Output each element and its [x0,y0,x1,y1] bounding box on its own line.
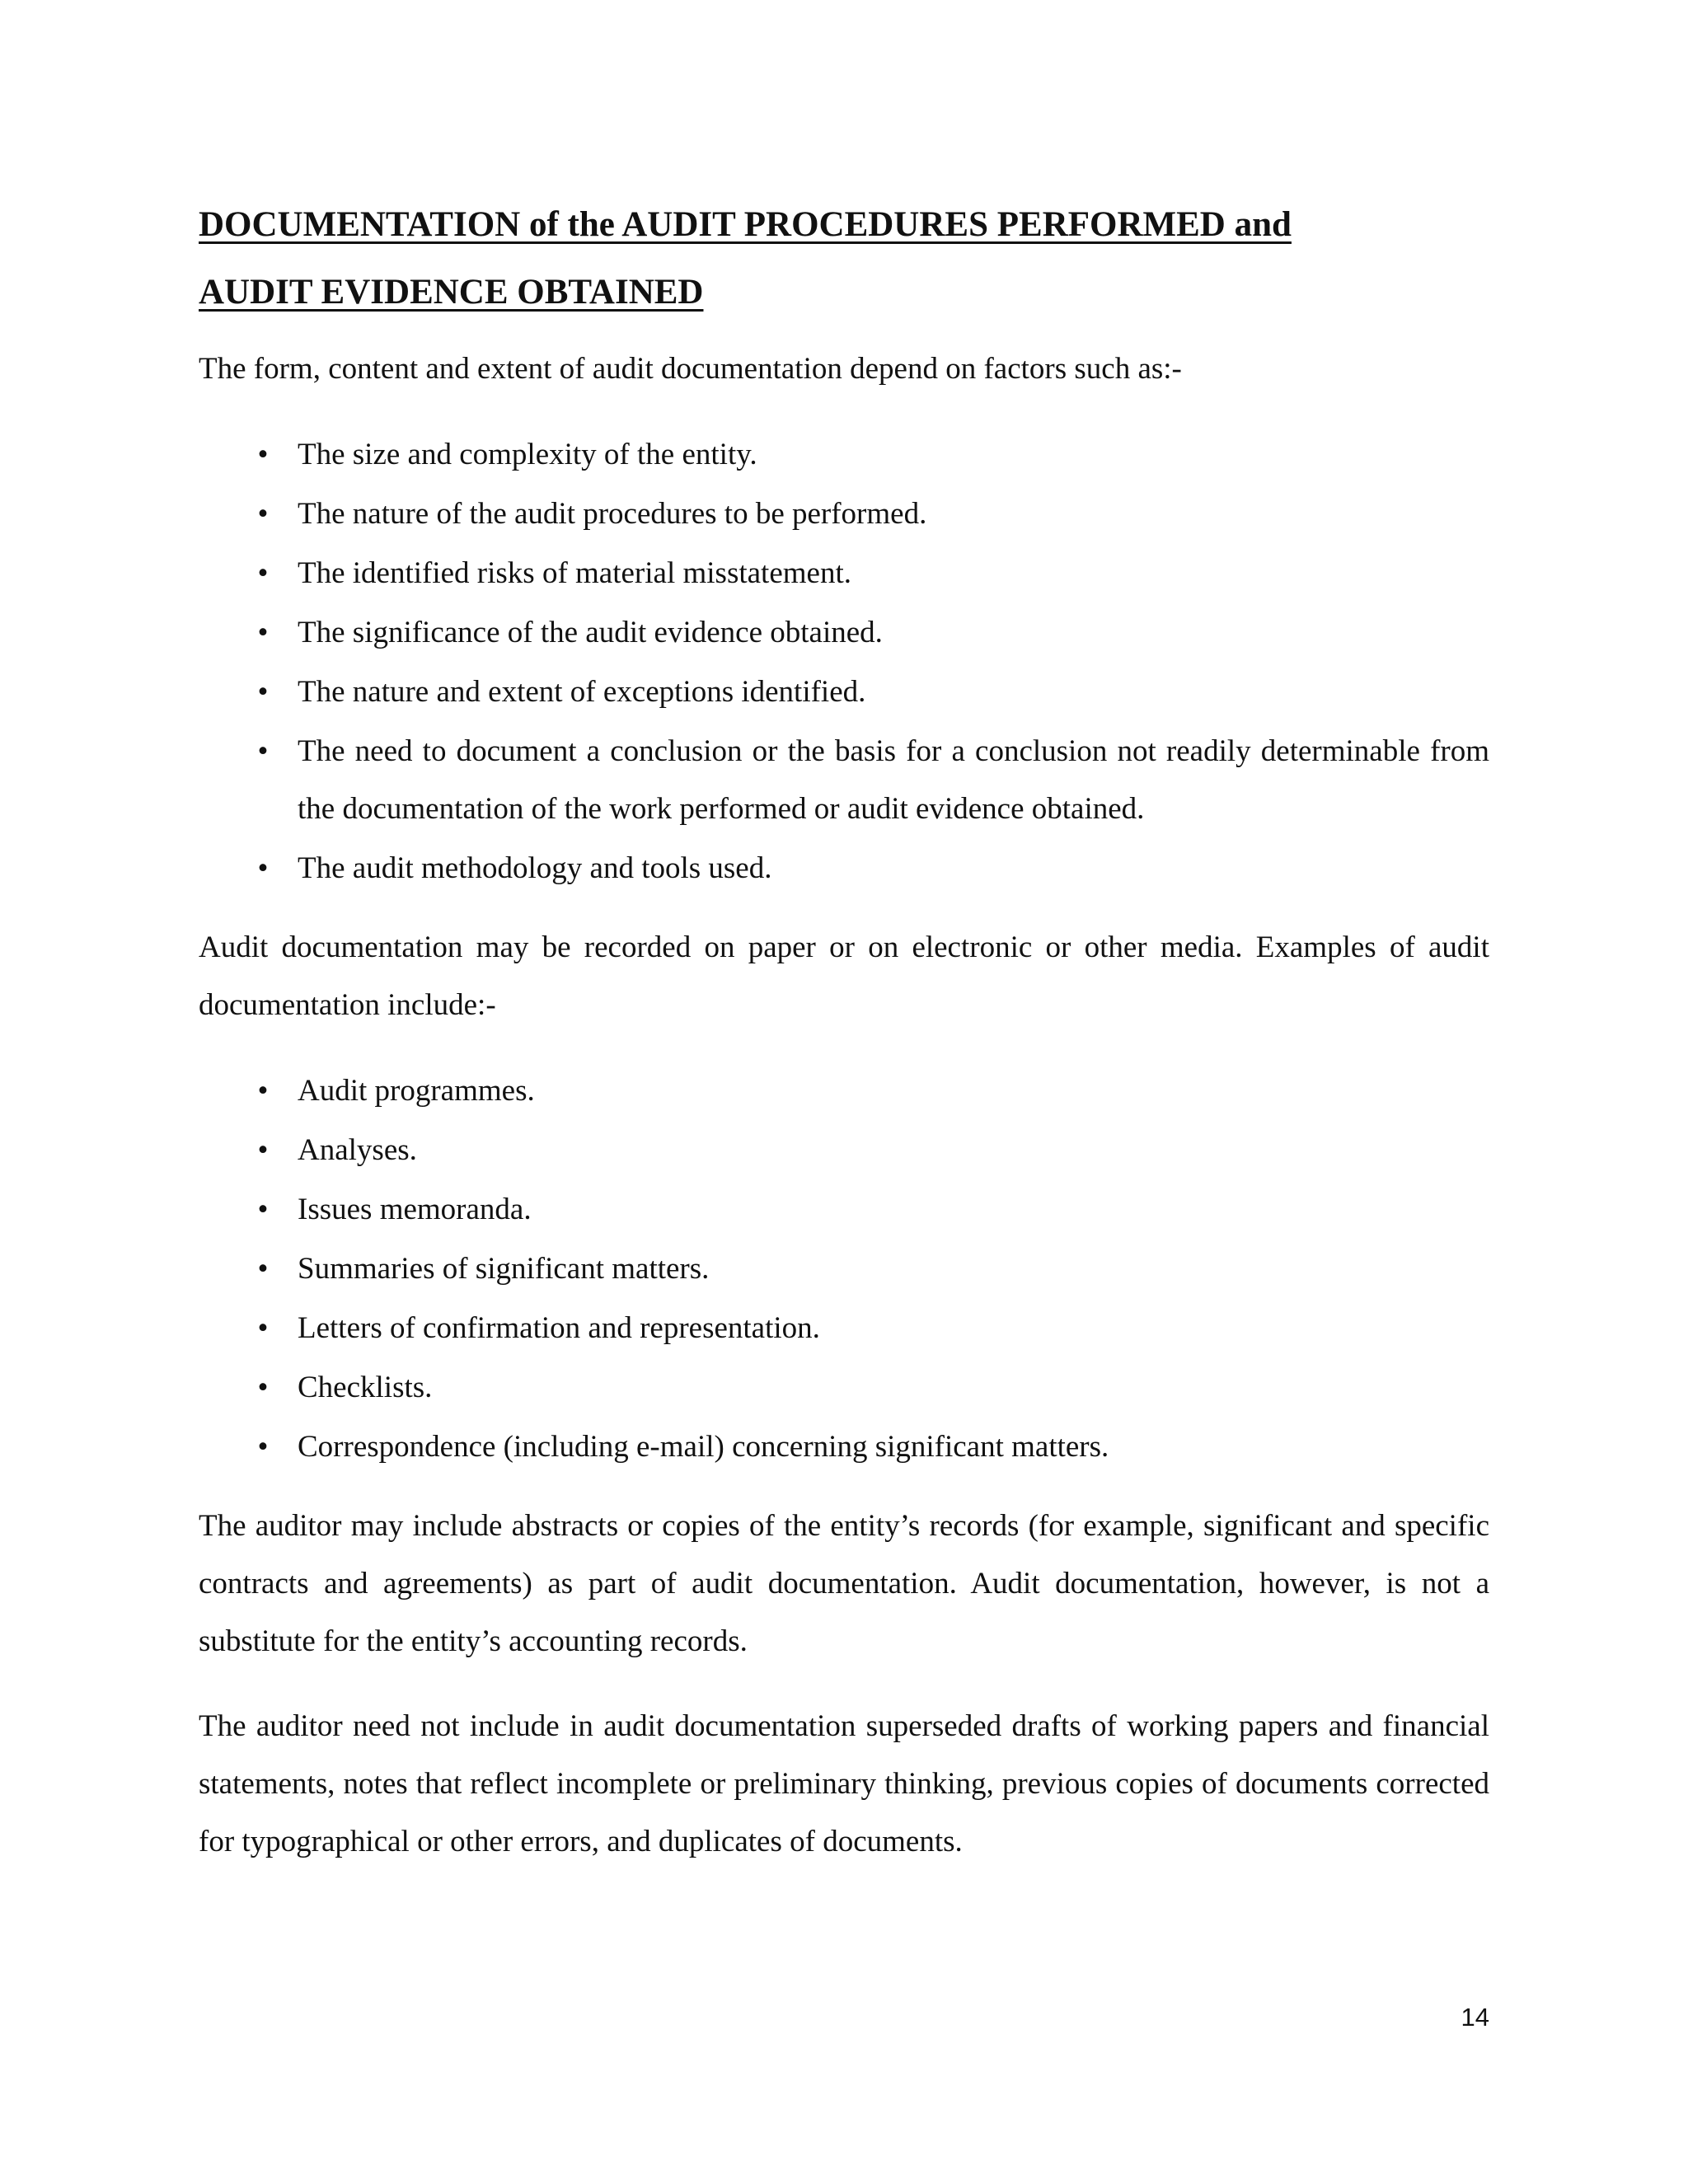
list-item [199,1122,1489,1179]
list-item-text: The nature and extent of exceptions identified. [298,675,866,709]
page-content [199,191,1489,1871]
bullet-icon: • [257,497,269,531]
bullet-icon: • [257,734,269,768]
heading-line-2: AUDIT EVIDENCE OBTAINED [199,273,704,312]
bullet-icon: • [257,616,269,649]
bullet-icon: • [257,1193,269,1226]
list-item-text: Checklists. [298,1371,433,1404]
bullet-icon: • [257,1074,269,1108]
list-item [199,1418,1489,1476]
bullet-icon: • [257,1133,269,1167]
list-item-text: The nature of the audit procedures to be performed. [298,497,927,531]
list-item [199,1240,1489,1298]
bullet-icon: • [257,1252,269,1286]
list-item [199,1359,1489,1417]
section-heading [199,191,1489,326]
list-item-text: The audit methodology and tools used. [298,851,772,885]
page-number: 14 [1461,2003,1489,2032]
bullet-icon: • [257,1311,269,1345]
intro-paragraph: The form, content and extent of audit documentation depend on factors such as:- [199,352,1182,386]
bullet-icon: • [257,556,269,590]
examples-list [199,1062,1489,1476]
bullet-icon: • [257,1371,269,1404]
list-item [199,1300,1489,1357]
bullet-icon: • [257,675,269,709]
media-paragraph: Audit documentation may be recorded on paper or on electronic or other media. Examples of audit documentation include:- [199,930,1489,1022]
list-item-text: The identified risks of material misstatement. [298,556,851,590]
list-item [199,840,1489,898]
list-item-text: The significance of the audit evidence obtained. [298,616,883,649]
list-item [199,1181,1489,1239]
list-item-text: Letters of confirmation and representation. [298,1311,820,1345]
list-item [199,663,1489,721]
bullet-icon: • [257,1430,269,1464]
abstracts-paragraph: The auditor may include abstracts or copies of the entity’s records (for example, significant and specific contracts and agreements) as part of audit documentation. Audit documentation, however, is not a substitute for the entity’s accounting records. [199,1509,1489,1658]
list-item-text: Summaries of significant matters. [298,1252,710,1286]
list-item-text: Correspondence (including e-mail) concerning significant matters. [298,1430,1109,1464]
list-item [199,485,1489,543]
list-item [199,604,1489,662]
list-item-text: Issues memoranda. [298,1193,532,1226]
factors-list [199,426,1489,898]
bullet-icon: • [257,851,269,885]
heading-line-1: DOCUMENTATION of the AUDIT PROCEDURES PERFORMED and [199,205,1292,244]
drafts-paragraph: The auditor need not include in audit documentation superseded drafts of working papers and financial statements, notes that reflect incomplete or preliminary thinking, previous copies of documents corrected for typographical or other errors, and duplicates of documents. [199,1709,1489,1858]
list-item [199,1062,1489,1120]
list-item [199,426,1489,484]
list-item [199,545,1489,602]
bullet-icon: • [257,438,269,471]
list-item-text: The size and complexity of the entity. [298,438,757,471]
list-item-text: Audit programmes. [298,1074,535,1108]
list-item-text: Analyses. [298,1133,417,1167]
list-item [199,723,1489,838]
list-item-text: The need to document a conclusion or the basis for a conclusion not readily determinable from the documentation of the work performed or audit evidence obtained. [298,734,1489,826]
